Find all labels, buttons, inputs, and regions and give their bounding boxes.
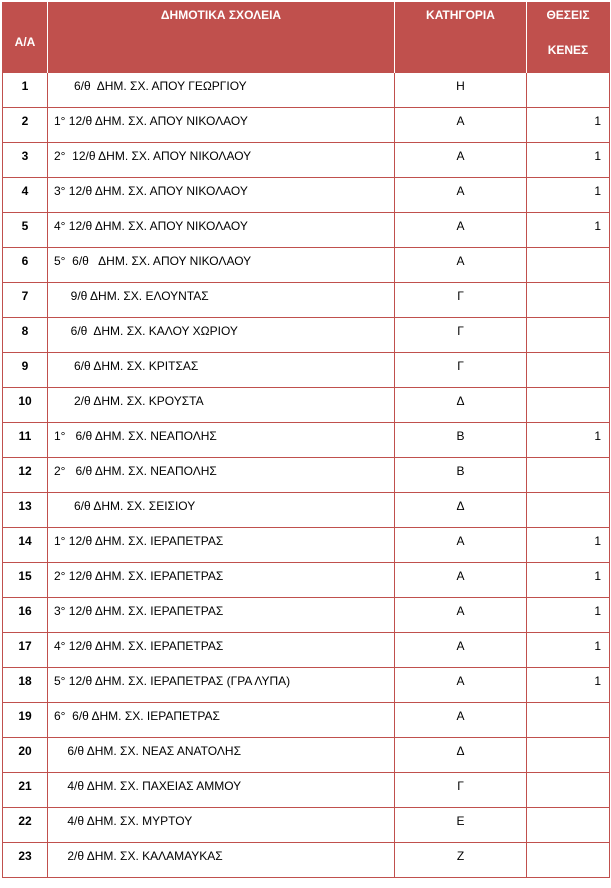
vacancies-cell <box>527 808 610 843</box>
category-cell: Α <box>395 668 527 703</box>
vacancies-cell <box>527 388 610 423</box>
school-name-cell: 3° 12/θ ΔΗΜ. ΣΧ. ΑΠΟΥ ΝΙΚΟΛΑΟΥ <box>48 178 395 213</box>
school-name-cell: 6° 6/θ ΔΗΜ. ΣΧ. ΙΕΡΑΠΕΤΡΑΣ <box>48 703 395 738</box>
category-cell: Δ <box>395 493 527 528</box>
header-school-label: ΔΗΜΟΤΙΚΑ ΣΧΟΛΕΙΑ <box>160 8 282 22</box>
row-number-cell: 2 <box>3 108 48 143</box>
school-name-cell: 6/θ ΔΗΜ. ΣΧ. ΣΕΙΣΙΟΥ <box>48 493 395 528</box>
vacancies-cell: 1 <box>527 213 610 248</box>
school-name-cell: 1° 6/θ ΔΗΜ. ΣΧ. ΝΕΑΠΟΛΗΣ <box>48 423 395 458</box>
table-row <box>3 353 610 388</box>
category-cell: Α <box>395 248 527 283</box>
school-name-cell: 6/θ ΔΗΜ. ΣΧ. ΝΕΑΣ ΑΝΑΤΟΛΗΣ <box>48 738 395 773</box>
table-row <box>3 493 610 528</box>
header-num <box>3 2 48 73</box>
category-cell: Α <box>395 563 527 598</box>
school-name-cell: 2/θ ΔΗΜ. ΣΧ. ΚΡΟΥΣΤΑ <box>48 388 395 423</box>
row-number-cell: 13 <box>3 493 48 528</box>
school-name-cell: 2° 12/θ ΔΗΜ. ΣΧ. ΙΕΡΑΠΕΤΡΑΣ <box>48 563 395 598</box>
row-number-cell: 17 <box>3 633 48 668</box>
row-number-cell: 12 <box>3 458 48 493</box>
table-row <box>3 773 610 808</box>
row-number-cell: 8 <box>3 318 48 353</box>
vacancies-cell: 1 <box>527 423 610 458</box>
table-row <box>3 213 610 248</box>
row-number-cell: 10 <box>3 388 48 423</box>
row-number-cell: 7 <box>3 283 48 318</box>
table-row <box>3 318 610 353</box>
row-number-cell: 1 <box>3 73 48 108</box>
school-name-cell: 4° 12/θ ΔΗΜ. ΣΧ. ΙΕΡΑΠΕΤΡΑΣ <box>48 633 395 668</box>
category-cell: Δ <box>395 388 527 423</box>
vacancies-cell: 1 <box>527 108 610 143</box>
category-cell: Α <box>395 528 527 563</box>
vacancies-cell <box>527 458 610 493</box>
table-row <box>3 423 610 458</box>
category-cell: Β <box>395 458 527 493</box>
vacancies-cell <box>527 248 610 283</box>
table-row <box>3 108 610 143</box>
vacancies-cell: 1 <box>527 143 610 178</box>
row-number-cell: 15 <box>3 563 48 598</box>
vacancies-cell: 1 <box>527 598 610 633</box>
table-row <box>3 843 610 878</box>
vacancies-cell: 1 <box>527 633 610 668</box>
vacancies-cell <box>527 283 610 318</box>
category-cell: Γ <box>395 353 527 388</box>
school-name-cell: 1° 12/θ ΔΗΜ. ΣΧ. ΑΠΟΥ ΝΙΚΟΛΑΟΥ <box>48 108 395 143</box>
table-body <box>3 73 610 878</box>
vacancies-cell <box>527 493 610 528</box>
school-name-cell: 5° 6/θ ΔΗΜ. ΣΧ. ΑΠΟΥ ΝΙΚΟΛΑΟΥ <box>48 248 395 283</box>
school-name-cell: 6/θ ΔΗΜ. ΣΧ. ΚΑΛΟΥ ΧΩΡΙΟΥ <box>48 318 395 353</box>
row-number-cell: 14 <box>3 528 48 563</box>
row-number-cell: 3 <box>3 143 48 178</box>
school-name-cell: 1° 12/θ ΔΗΜ. ΣΧ. ΙΕΡΑΠΕΤΡΑΣ <box>48 528 395 563</box>
table-row <box>3 178 610 213</box>
category-cell: Ζ <box>395 843 527 878</box>
row-number-cell: 6 <box>3 248 48 283</box>
table-row <box>3 248 610 283</box>
header-num-label: Α/Α <box>14 35 36 49</box>
table-row <box>3 283 610 318</box>
school-name-cell: 4/θ ΔΗΜ. ΣΧ. ΜΥΡΤΟΥ <box>48 808 395 843</box>
table-row <box>3 458 610 493</box>
school-name-cell: 4° 12/θ ΔΗΜ. ΣΧ. ΑΠΟΥ ΝΙΚΟΛΑΟΥ <box>48 213 395 248</box>
header-school <box>48 2 395 73</box>
row-number-cell: 16 <box>3 598 48 633</box>
school-name-cell: 5° 12/θ ΔΗΜ. ΣΧ. ΙΕΡΑΠΕΤΡΑΣ (ΓΡΑ ΛΥΠΑ) <box>48 668 395 703</box>
school-name-cell: 6/θ ΔΗΜ. ΣΧ. ΚΡΙΤΣΑΣ <box>48 353 395 388</box>
row-number-cell: 21 <box>3 773 48 808</box>
vacancies-cell <box>527 353 610 388</box>
header-row <box>3 2 610 73</box>
header-vacancies-line2: ΚΕΝΕΣ <box>547 43 589 57</box>
table-row <box>3 633 610 668</box>
table-header <box>3 2 610 73</box>
vacancies-cell: 1 <box>527 528 610 563</box>
school-name-cell: 2/θ ΔΗΜ. ΣΧ. ΚΑΛΑΜΑΥΚΑΣ <box>48 843 395 878</box>
category-cell: Γ <box>395 318 527 353</box>
vacancies-cell: 1 <box>527 668 610 703</box>
table-row <box>3 598 610 633</box>
table-row <box>3 668 610 703</box>
table-row <box>3 703 610 738</box>
vacancies-cell <box>527 318 610 353</box>
vacancies-cell <box>527 773 610 808</box>
category-cell: Α <box>395 213 527 248</box>
schools-table <box>2 2 610 878</box>
table-row <box>3 528 610 563</box>
category-cell: Α <box>395 143 527 178</box>
category-cell: Α <box>395 178 527 213</box>
header-category-label: ΚΑΤΗΓΟΡΙΑ <box>426 8 495 22</box>
school-name-cell: 6/θ ΔΗΜ. ΣΧ. ΑΠΟΥ ΓΕΩΡΓΙΟΥ <box>48 73 395 108</box>
category-cell: Η <box>395 73 527 108</box>
category-cell: Α <box>395 633 527 668</box>
school-name-cell: 4/θ ΔΗΜ. ΣΧ. ΠΑΧΕΙΑΣ ΑΜΜΟΥ <box>48 773 395 808</box>
vacancies-cell <box>527 73 610 108</box>
category-cell: Γ <box>395 283 527 318</box>
table-row <box>3 738 610 773</box>
category-cell: Γ <box>395 773 527 808</box>
row-number-cell: 5 <box>3 213 48 248</box>
row-number-cell: 19 <box>3 703 48 738</box>
category-cell: Δ <box>395 738 527 773</box>
vacancies-cell <box>527 738 610 773</box>
vacancies-cell <box>527 703 610 738</box>
school-name-cell: 2° 6/θ ΔΗΜ. ΣΧ. ΝΕΑΠΟΛΗΣ <box>48 458 395 493</box>
school-name-cell: 3° 12/θ ΔΗΜ. ΣΧ. ΙΕΡΑΠΕΤΡΑΣ <box>48 598 395 633</box>
school-name-cell: 2° 12/θ ΔΗΜ. ΣΧ. ΑΠΟΥ ΝΙΚΟΛΑΟΥ <box>48 143 395 178</box>
table-row <box>3 563 610 598</box>
vacancies-cell: 1 <box>527 178 610 213</box>
table-row <box>3 73 610 108</box>
category-cell: Α <box>395 598 527 633</box>
vacancies-cell <box>527 843 610 878</box>
header-vacancies <box>527 2 610 73</box>
category-cell: Α <box>395 108 527 143</box>
row-number-cell: 23 <box>3 843 48 878</box>
table-row <box>3 808 610 843</box>
category-cell: Ε <box>395 808 527 843</box>
header-category <box>395 2 527 73</box>
header-vacancies-line1: ΘΕΣΕΙΣ <box>546 8 590 22</box>
row-number-cell: 9 <box>3 353 48 388</box>
school-name-cell: 9/θ ΔΗΜ. ΣΧ. ΕΛΟΥΝΤΑΣ <box>48 283 395 318</box>
row-number-cell: 20 <box>3 738 48 773</box>
table-row <box>3 143 610 178</box>
category-cell: Β <box>395 423 527 458</box>
table-row <box>3 388 610 423</box>
row-number-cell: 11 <box>3 423 48 458</box>
vacancies-cell: 1 <box>527 563 610 598</box>
row-number-cell: 18 <box>3 668 48 703</box>
row-number-cell: 22 <box>3 808 48 843</box>
category-cell: Α <box>395 703 527 738</box>
row-number-cell: 4 <box>3 178 48 213</box>
